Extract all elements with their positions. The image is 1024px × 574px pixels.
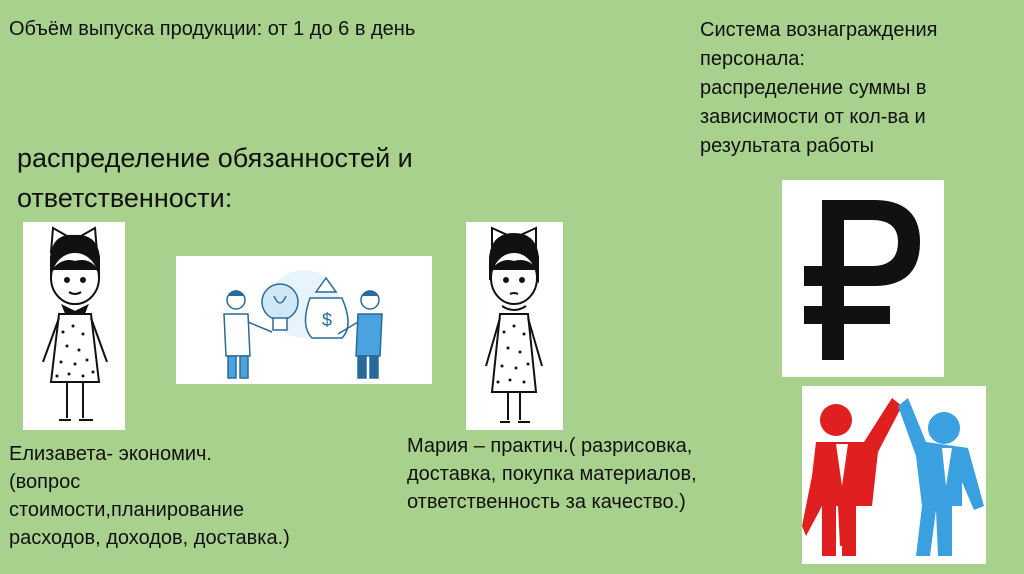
duties-line: распределение обязанностей и — [17, 143, 413, 173]
ruble-sign-image — [782, 180, 944, 377]
elizaveta-line: Елизавета- экономич. — [9, 443, 212, 465]
reward-line: зависимости от кол-ва и — [700, 106, 926, 128]
duties-line: ответственности: — [17, 183, 233, 213]
elizaveta-line: стоимости,планирование — [9, 499, 244, 521]
duties-heading — [17, 138, 487, 218]
reward-system-text — [700, 16, 1000, 161]
maria-line: доставка, покупка материалов, — [407, 463, 697, 485]
output-volume-text: Объём выпуска продукции: от 1 до 6 в день — [9, 18, 416, 40]
teamwork-image — [802, 386, 986, 564]
maria-line: ответственность за качество.) — [407, 491, 686, 513]
elizaveta-line: расходов, доходов, доставка.) — [9, 527, 290, 549]
girl-illustration-right — [466, 222, 563, 430]
girl-illustration-icon — [466, 222, 563, 430]
elizaveta-line: (вопрос — [9, 471, 81, 493]
reward-line: Система вознаграждения — [700, 19, 938, 41]
girl-illustration-left — [23, 222, 125, 430]
reward-line: результата работы — [700, 135, 874, 157]
dollar-glyph: $ — [321, 310, 333, 330]
maria-caption — [407, 432, 767, 516]
idea-for-money-exchange-icon — [176, 256, 432, 384]
ruble-sign-icon — [782, 180, 944, 377]
idea-money-illustration — [176, 256, 432, 384]
maria-line: Мария – практич.( разрисовка, — [407, 435, 693, 457]
elizaveta-caption — [9, 440, 329, 552]
reward-line: персонала: — [700, 48, 805, 70]
girl-illustration-icon — [23, 222, 125, 430]
teamwork-high-five-icon — [802, 386, 986, 564]
reward-line: распределение суммы в — [700, 77, 927, 99]
